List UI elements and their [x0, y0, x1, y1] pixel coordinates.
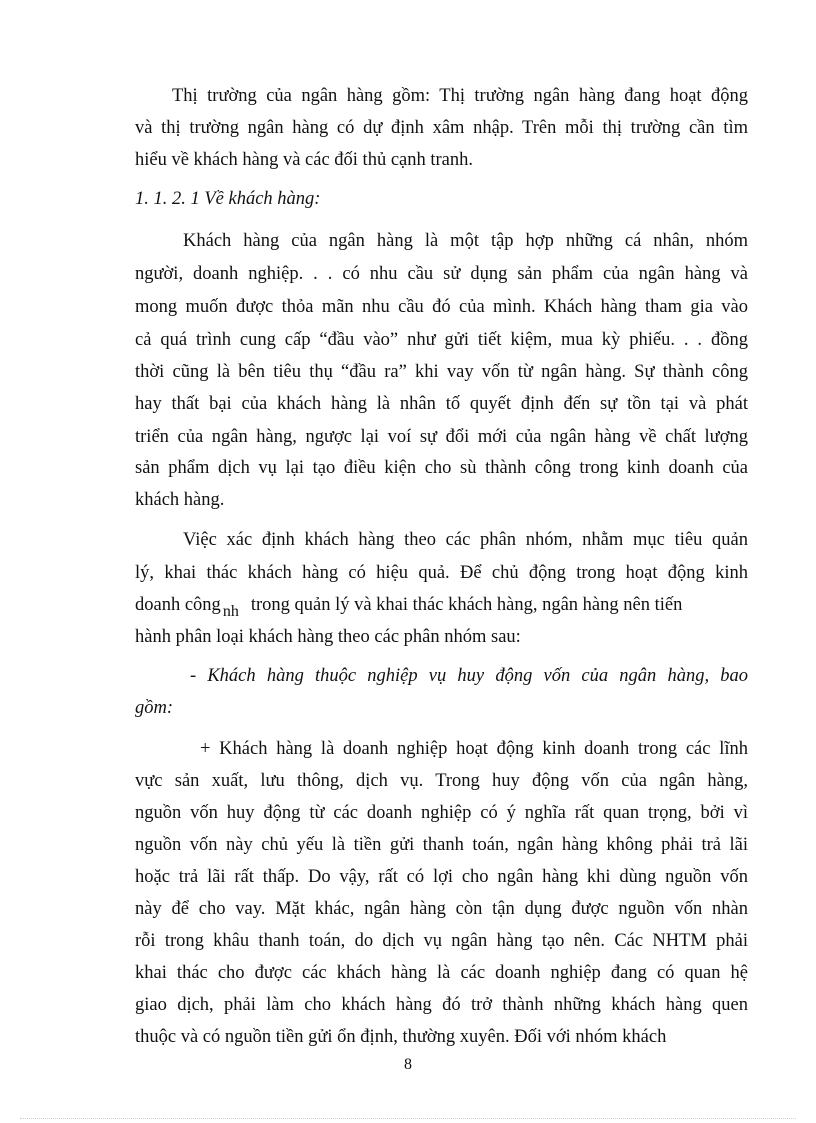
paragraph-line: vực sản xuất, lưu thông, dịch vụ. Trong huy động vốn của ngân hàng,	[135, 771, 748, 791]
paragraph-line: lý, khai thác khách hàng có hiệu quả. Để chủ động trong hoạt động kinh	[135, 563, 748, 583]
paragraph-line: cả quá trình cung cấp “đầu vào” như gửi tiết kiệm, mua kỳ phiếu. . . đồng	[135, 330, 748, 350]
paragraph-line: hành phân loại khách hàng theo các phân nhóm sau:	[135, 627, 521, 647]
bullet-line: - Khách hàng thuộc nghiệp vụ huy động vốn của ngân hàng, bao	[190, 666, 748, 686]
paragraph-line: Việc xác định khách hàng theo các phân nhóm, nhằm mục tiêu quản	[183, 530, 748, 550]
bullet-line: gồm:	[135, 698, 174, 718]
paragraph-line: hay thất bại của khách hàng là nhân tố quyết định đến sự tồn tại và phát	[135, 394, 748, 414]
paragraph-line: sản phẩm dịch vụ lại tạo điều kiện cho sù thành công trong kinh doanh của	[135, 458, 748, 478]
section-heading: 1. 1. 2. 1 Về khách hàng:	[135, 189, 321, 209]
paragraph-line: mong muốn được thỏa mãn nhu cầu đó của mình. Khách hàng tham gia vào	[135, 297, 748, 317]
paragraph-line: Khách hàng của ngân hàng là một tập hợp những cá nhân, nhóm	[183, 231, 748, 251]
paragraph-line: rỗi trong khâu thanh toán, do dịch vụ ngân hàng tạo nên. Các NHTM phải	[135, 931, 748, 951]
paragraph-line: nguồn vốn huy động từ các doanh nghiệp có ý nghĩa rất quan trọng, bởi vì	[135, 803, 748, 823]
paragraph-line: giao dịch, phải làm cho khách hàng đó trở thành những khách hàng quen	[135, 995, 748, 1015]
paragraph-line: thời cũng là bên tiêu thụ “đầu ra” khi vay vốn từ ngân hàng. Sự thành công	[135, 362, 748, 382]
paragraph-line: này để cho vay. Mặt khác, ngân hàng còn tận dụng được nguồn vốn nhàn	[135, 899, 748, 919]
text-fragment: trong quản lý và khai thác khách hàng, ngân hàng nên tiến	[250, 595, 683, 615]
paragraph-line: hoặc trả lãi rất thấp. Do vậy, rất có lợi cho ngân hàng khi dùng nguồn vốn	[135, 867, 748, 887]
paragraph-line: và thị trường ngân hàng có dự định xâm nhập. Trên mỗi thị trường cần tìm	[135, 118, 748, 138]
paragraph-line: thuộc và có nguồn tiền gửi ổn định, thường xuyên. Đối với nhóm khách	[135, 1027, 667, 1047]
paragraph-line: khai thác cho được các khách hàng là các doanh nghiệp đang có quan hệ	[135, 963, 748, 983]
paragraph-line	[135, 594, 748, 620]
paragraph-line: khách hàng.	[135, 490, 225, 510]
paragraph-line: + Khách hàng là doanh nghiệp hoạt động kinh doanh trong các lĩnh	[200, 739, 748, 759]
paragraph-line: người, doanh nghiệp. . . có nhu cầu sử dụng sản phẩm của ngân hàng và	[135, 264, 748, 284]
paragraph-line: Thị trường của ngân hàng gồm: Thị trường ngân hàng đang hoạt động	[172, 86, 748, 106]
stray-subscript: nh	[222, 603, 239, 620]
page-bottom-divider	[20, 1118, 796, 1119]
paragraph-line: hiểu về khách hàng và các đối thủ cạnh tranh.	[135, 150, 474, 170]
text-fragment: doanh công	[135, 595, 221, 615]
page-number: 8	[404, 1056, 412, 1073]
paragraph-line: triển của ngân hàng, ngược lại voí sự đổi mới của ngân hàng về chất lượng	[135, 427, 748, 447]
paragraph-line: nguồn vốn này chủ yếu là tiền gửi thanh toán, ngân hàng không phải trả lãi	[135, 835, 748, 855]
